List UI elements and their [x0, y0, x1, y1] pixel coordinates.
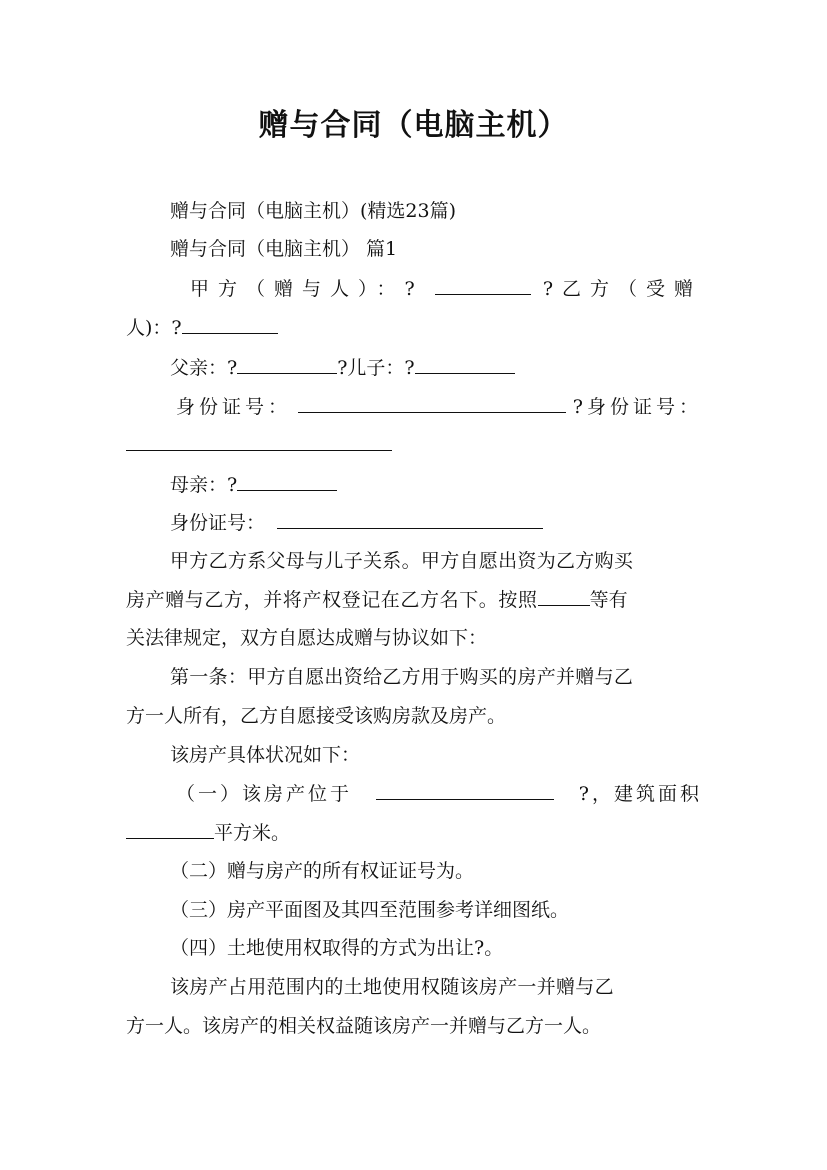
property-location-label: （一）该房产位于	[176, 783, 353, 805]
blank-field	[298, 394, 566, 413]
party-a-label: 甲方（赠与人）：?	[190, 278, 424, 300]
section-heading: 赠与合同（电脑主机） 篇1	[170, 238, 398, 260]
blank-field	[277, 510, 543, 529]
blank-field	[435, 276, 531, 295]
blank-field	[538, 587, 590, 606]
id-label: 身份证号：	[170, 512, 266, 534]
property-heading: 该房产具体状况如下：	[170, 744, 361, 766]
blank-field	[126, 432, 392, 451]
id-number-line	[176, 394, 702, 420]
blank-field	[237, 472, 337, 491]
paragraph-line: 关法律规定，双方自愿达成赠与协议如下：	[126, 627, 488, 649]
document-title: 赠与合同（电脑主机）	[258, 108, 569, 143]
property-item-3: （三）房产平面图及其四至范围参考详细图纸。	[170, 899, 570, 921]
id-label: 身份证号：	[176, 396, 292, 418]
party-b-label-cont: 人)：?	[126, 317, 182, 339]
blank-field	[376, 781, 554, 800]
blank-field	[126, 820, 214, 839]
paragraph-line: 甲方乙方系父母与儿子关系。甲方自愿出资为乙方购买	[170, 550, 634, 572]
property-area-line	[126, 820, 702, 846]
blank-field	[182, 315, 278, 334]
property-area-label: ?，建筑面积	[578, 783, 702, 805]
paragraph-text: 等有	[589, 589, 628, 611]
father-label: 父亲：?	[170, 357, 238, 379]
mother-line	[170, 472, 702, 498]
article-line: 方一人所有，乙方自愿接受该购房款及房产。	[126, 705, 507, 727]
blank-field	[237, 355, 337, 374]
subtitle-line: 赠与合同（电脑主机）(精选23篇)	[170, 200, 457, 222]
son-label: ?儿子：?	[337, 357, 415, 379]
property-item-2: （二）赠与房产的所有权证证号为。	[170, 860, 475, 882]
paragraph-line: 该房产占用范围内的土地使用权随该房产一并赠与乙	[170, 976, 614, 998]
property-item-1	[176, 781, 702, 807]
mother-label: 母亲：?	[170, 474, 238, 496]
party-b-label: ?乙方（受赠	[542, 278, 702, 300]
paragraph-text: 房产赠与乙方，并将产权登记在乙方名下。按照	[126, 589, 538, 611]
property-item-4: （四）土地使用权取得的方式为出让?。	[170, 937, 504, 959]
party-b-line	[126, 315, 702, 341]
party-a-line	[190, 276, 702, 302]
father-son-line	[170, 355, 702, 381]
id-blank-line	[126, 432, 702, 458]
id-label-2: ?身份证号：	[572, 396, 702, 418]
article-line: 第一条：甲方自愿出资给乙方用于购买的房产并赠与乙	[170, 666, 634, 688]
blank-field	[415, 355, 515, 374]
paragraph-line	[126, 587, 702, 613]
area-unit: 平方米。	[214, 822, 291, 844]
mother-id-line	[170, 510, 702, 536]
paragraph-line: 方一人。该房产的相关权益随该房产一并赠与乙方一人。	[126, 1015, 602, 1037]
